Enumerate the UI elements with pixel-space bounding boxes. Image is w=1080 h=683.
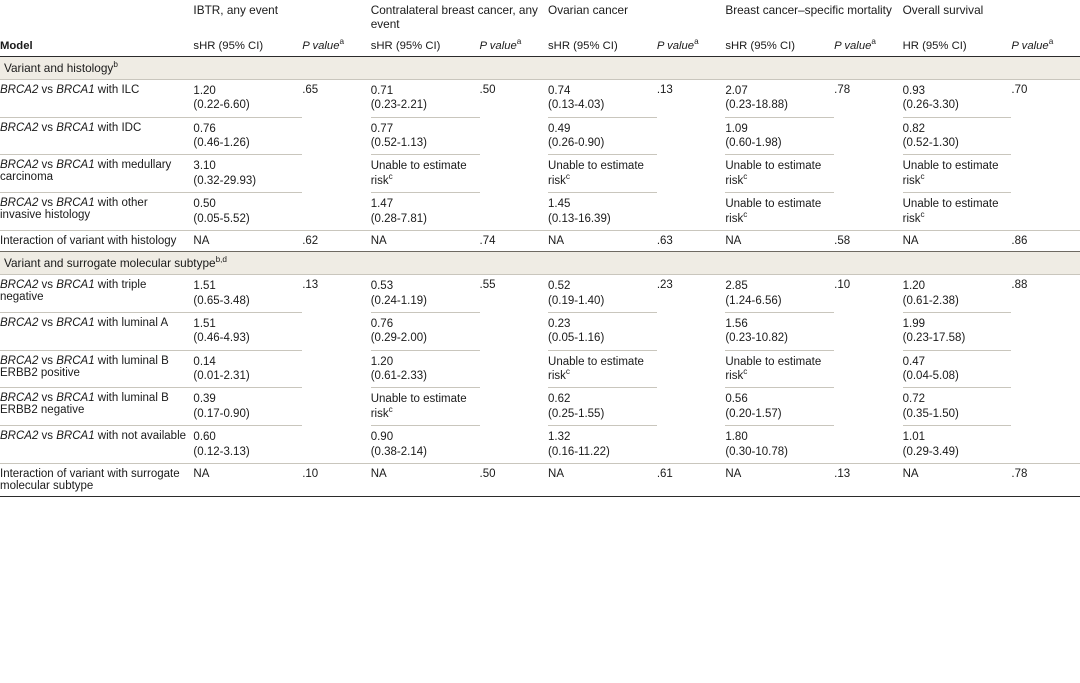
ci-value: (0.65-3.48) [193, 294, 250, 307]
cell-estimate [371, 193, 480, 231]
estimate-value: 0.14 [193, 355, 216, 368]
ci-value: (0.60-1.98) [725, 137, 782, 150]
estimate-value: Unable to estimate risk [902, 198, 999, 225]
cell-pvalue-group-os: .70 [1011, 79, 1080, 230]
cell-estimate [193, 312, 302, 350]
footnote-marker: b,d [215, 255, 227, 265]
cell-estimate [903, 312, 1012, 350]
cell-pvalue-group-ibtr: .13 [302, 275, 371, 464]
estimate-value: 0.71 [370, 84, 394, 97]
cell-estimate [193, 350, 302, 388]
cell-value-na: NA [548, 463, 657, 496]
section-header-variant-subtype [0, 251, 1080, 274]
estimate-value: 1.99 [902, 317, 926, 330]
cell-estimate [193, 155, 302, 193]
cell-value-na: NA [371, 463, 480, 496]
column-header-cbc-shr: sHR (95% CI) [371, 36, 480, 57]
cell-value-na: NA [725, 463, 834, 496]
ci-value: (0.23-18.88) [725, 99, 788, 112]
ci-value: (0.23-10.82) [725, 332, 788, 345]
gene-brca2: BRCA2 [0, 121, 39, 134]
gene-brca1: BRCA1 [56, 279, 95, 292]
footnote-marker: b [113, 59, 118, 69]
cell-value-na: NA [903, 230, 1012, 251]
footnote-marker: a [694, 37, 699, 47]
estimate-value: 0.82 [902, 122, 926, 135]
cell-value-na: NA [193, 463, 302, 496]
table-row [0, 275, 1080, 313]
footnote-marker: a [516, 37, 522, 47]
cell-estimate [903, 275, 1012, 313]
gene-brca2: BRCA2 [0, 354, 39, 367]
cell-estimate [548, 155, 657, 193]
p-italic: P value [834, 39, 872, 52]
column-header-ibtr-shr: sHR (95% CI) [193, 36, 302, 57]
cell-estimate [371, 350, 480, 388]
ci-value: (0.22-6.60) [193, 99, 250, 112]
cell-value-na: NA [548, 230, 657, 251]
row-label [0, 350, 193, 388]
group-header-ovarian: Ovarian cancer [548, 3, 629, 17]
estimate-value: 1.51 [193, 317, 216, 330]
gene-brca2: BRCA2 [0, 83, 39, 96]
estimate-value: 0.50 [193, 198, 216, 211]
ci-value: (0.46-1.26) [193, 137, 250, 150]
row-label-interaction: Interaction of variant with surrogate molecular subtype [0, 463, 193, 496]
cell-estimate [193, 275, 302, 313]
row-label-suffix: with ILC [94, 83, 140, 96]
cell-estimate [725, 79, 834, 117]
ci-value: (0.32-29.93) [193, 174, 257, 187]
cell-pvalue-group-mortality: .10 [834, 275, 903, 464]
estimate-value: Unable to estimate risk [902, 160, 999, 187]
estimate-value: 0.93 [902, 84, 926, 97]
estimate-value: 1.56 [725, 317, 748, 330]
cell-estimate [725, 275, 834, 313]
cell-estimate [193, 79, 302, 117]
row-label [0, 193, 193, 231]
estimate-value: 0.23 [548, 317, 571, 330]
ci-value: (0.29-3.49) [902, 445, 959, 458]
column-header-model: Model [0, 36, 193, 57]
gene-brca2: BRCA2 [0, 316, 39, 329]
gene-brca1: BRCA1 [56, 392, 95, 405]
vs-text: vs [38, 354, 57, 367]
group-header-ibtr: IBTR, any event [193, 3, 279, 17]
group-header-bc-mortality: Breast cancer–specific mortality [725, 3, 892, 17]
vs-text: vs [38, 83, 57, 96]
ci-value: (0.05-1.16) [548, 332, 605, 345]
vs-text: vs [38, 121, 57, 134]
column-header-ovarian-p [657, 36, 726, 57]
cell-estimate [903, 117, 1012, 155]
ci-value: (0.28-7.81) [370, 212, 427, 225]
estimate-value: Unable to estimate risk [725, 198, 822, 225]
estimate-value: Unable to estimate risk [548, 355, 644, 382]
ci-value: (0.16-11.22) [548, 445, 610, 458]
row-label [0, 275, 193, 313]
column-header-mortality-shr: sHR (95% CI) [725, 36, 834, 57]
estimate-value: 0.47 [902, 355, 926, 368]
row-label-suffix: with not available [94, 430, 187, 443]
gene-brca1: BRCA1 [56, 430, 95, 443]
cell-estimate [548, 193, 657, 231]
ci-value: (0.13-4.03) [548, 99, 605, 112]
cell-pvalue-group-os: .88 [1011, 275, 1080, 464]
ci-value: (0.05-5.52) [193, 212, 250, 225]
section-title-text: Variant and histology [4, 60, 114, 75]
estimate-value: 2.85 [725, 280, 748, 293]
column-header-ibtr-p [302, 36, 371, 57]
footnote-marker: a [1048, 37, 1054, 47]
ci-value: (0.17-0.90) [193, 407, 250, 420]
estimate-value: 0.52 [548, 280, 571, 293]
cell-pvalue: .13 [834, 463, 903, 496]
p-italic: P value [479, 39, 517, 52]
row-label-suffix: with luminal B ERBB2 positive [0, 354, 169, 379]
section-title [0, 251, 1080, 274]
section-header-variant-histology [0, 56, 1080, 79]
section-title-text: Variant and surrogate molecular subtype [4, 255, 216, 270]
ci-value: (1.24-6.56) [725, 294, 782, 307]
estimate-value: 3.10 [193, 160, 216, 173]
cell-estimate [903, 350, 1012, 388]
gene-brca2: BRCA2 [0, 392, 39, 405]
gene-brca1: BRCA1 [56, 83, 95, 96]
estimate-value: Unable to estimate risk [725, 355, 822, 382]
cell-estimate [371, 388, 480, 426]
row-label [0, 388, 193, 426]
estimate-value: 1.09 [725, 122, 748, 135]
cell-pvalue-group-ibtr: .65 [302, 79, 371, 230]
cell-estimate [371, 79, 480, 117]
footnote-marker: c [743, 209, 748, 219]
cell-estimate [548, 79, 657, 117]
cell-estimate [548, 350, 657, 388]
column-header-mortality-p [834, 36, 903, 57]
ci-value: (0.61-2.33) [370, 370, 427, 382]
footnote-marker: c [920, 172, 925, 182]
gene-brca1: BRCA1 [56, 159, 95, 172]
estimate-value: 0.76 [193, 122, 216, 135]
group-header-contralateral: Contralateral breast cancer, any event [370, 3, 538, 31]
estimate-value: 1.51 [193, 280, 216, 293]
subheader-row [0, 36, 1080, 57]
gene-brca2: BRCA2 [0, 159, 39, 172]
cell-estimate [548, 275, 657, 313]
cell-pvalue-group-cbc: .50 [480, 79, 549, 230]
cell-estimate [903, 388, 1012, 426]
table-row [0, 79, 1080, 117]
ci-value: (0.52-1.30) [902, 137, 959, 150]
row-label-interaction: Interaction of variant with histology [0, 230, 193, 251]
cell-estimate [548, 312, 657, 350]
cell-estimate [548, 388, 657, 426]
estimate-value: 1.20 [370, 355, 394, 368]
estimate-value: 1.45 [548, 198, 571, 211]
row-label [0, 155, 193, 193]
ci-value: (0.52-1.13) [370, 137, 427, 150]
cell-estimate [725, 388, 834, 426]
gene-brca1: BRCA1 [56, 197, 95, 210]
cell-estimate [193, 426, 302, 464]
estimate-value: 0.56 [725, 393, 748, 406]
cell-estimate [193, 388, 302, 426]
estimate-value: 1.32 [548, 431, 571, 444]
column-header-os-p [1011, 36, 1080, 57]
estimate-value: 1.01 [902, 431, 926, 444]
estimate-value: 0.77 [370, 122, 394, 135]
estimate-value: 0.72 [902, 393, 926, 406]
gene-brca2: BRCA2 [0, 197, 39, 210]
footnote-marker: c [743, 172, 748, 182]
estimate-value: Unable to estimate risk [548, 160, 644, 187]
cell-pvalue: .50 [480, 463, 549, 496]
cell-estimate [193, 193, 302, 231]
footnote-marker: c [565, 172, 571, 182]
cell-value-na: NA [903, 463, 1012, 496]
cell-pvalue: .63 [657, 230, 726, 251]
cell-pvalue-group-ovarian: .23 [657, 275, 726, 464]
ci-value: (0.25-1.55) [548, 407, 605, 420]
cell-pvalue: .58 [834, 230, 903, 251]
ci-value: (0.20-1.57) [725, 407, 782, 420]
table-row-interaction [0, 463, 1080, 496]
ci-value: (0.23-2.21) [370, 99, 427, 112]
ci-value: (0.13-16.39) [548, 212, 611, 225]
estimate-value: 1.47 [370, 198, 394, 211]
cell-estimate [371, 312, 480, 350]
cell-estimate [725, 117, 834, 155]
p-italic: P value [302, 39, 340, 52]
column-header-cbc-p [480, 36, 549, 57]
gene-brca2: BRCA2 [0, 279, 39, 292]
group-header-row [0, 0, 1080, 36]
row-label-suffix: with other invasive histology [0, 197, 148, 222]
estimate-value: Unable to estimate risk [725, 160, 822, 187]
cell-estimate [548, 426, 657, 464]
group-header-overall-survival: Overall survival [902, 3, 984, 17]
estimate-value: Unable to estimate risk [370, 160, 467, 187]
ci-value: (0.23-17.58) [902, 332, 966, 345]
cell-estimate [193, 117, 302, 155]
row-label-suffix: with luminal B ERBB2 negative [0, 392, 169, 417]
cell-estimate [371, 275, 480, 313]
ci-value: (0.26-3.30) [902, 99, 959, 112]
estimate-value: 1.80 [725, 431, 748, 444]
cell-pvalue: .62 [302, 230, 371, 251]
cell-estimate [903, 155, 1012, 193]
footnote-marker: c [743, 367, 748, 377]
estimate-value: 0.74 [548, 84, 571, 97]
cell-value-na: NA [193, 230, 302, 251]
cell-pvalue: .74 [480, 230, 549, 251]
cell-estimate [371, 117, 480, 155]
cell-estimate [371, 155, 480, 193]
vs-text: vs [38, 316, 57, 329]
cell-value-na: NA [725, 230, 834, 251]
cell-estimate [903, 426, 1012, 464]
row-label-suffix: with luminal A [94, 316, 169, 329]
ci-value: (0.24-1.19) [370, 294, 427, 307]
estimate-value: 0.62 [548, 393, 571, 406]
p-italic: P value [656, 39, 695, 52]
cell-pvalue-group-cbc: .55 [480, 275, 549, 464]
cell-pvalue: .61 [657, 463, 726, 496]
estimate-value: 0.39 [193, 393, 216, 406]
cell-pvalue: .10 [302, 463, 371, 496]
cell-estimate [725, 350, 834, 388]
ci-value: (0.35-1.50) [902, 407, 959, 420]
row-label-suffix: with IDC [94, 121, 142, 134]
row-label [0, 117, 193, 155]
estimate-value: 0.76 [370, 317, 394, 330]
cell-pvalue-group-ovarian: .13 [657, 79, 726, 230]
cell-pvalue-group-mortality: .78 [834, 79, 903, 230]
column-header-os-hr: HR (95% CI) [903, 36, 1012, 57]
vs-text: vs [38, 430, 57, 443]
ci-value: (0.30-10.78) [725, 445, 788, 458]
gene-brca2: BRCA2 [0, 430, 39, 443]
ci-value: (0.46-4.93) [193, 332, 250, 345]
table-row-interaction [0, 230, 1080, 251]
cell-estimate [371, 426, 480, 464]
footnote-marker: a [871, 37, 876, 47]
estimate-value: 2.07 [725, 84, 748, 97]
row-label-suffix: with triple negative [0, 279, 147, 304]
row-label [0, 426, 193, 464]
gene-brca1: BRCA1 [56, 316, 95, 329]
vs-text: vs [38, 197, 57, 210]
ci-value: (0.61-2.38) [902, 294, 959, 307]
cell-value-na: NA [371, 230, 480, 251]
ci-value: (0.26-0.90) [548, 137, 605, 150]
estimate-value: 1.20 [902, 280, 926, 293]
footnote-marker: c [565, 367, 571, 377]
estimate-value: 0.60 [193, 431, 216, 444]
row-label-suffix: with medullary carcinoma [0, 159, 172, 184]
cell-estimate [903, 193, 1012, 231]
ci-value: (0.04-5.08) [902, 370, 959, 382]
ci-value: (0.19-1.40) [548, 294, 605, 307]
cell-estimate [548, 117, 657, 155]
vs-text: vs [38, 392, 57, 405]
ci-value: (0.38-2.14) [370, 445, 427, 458]
estimate-value: Unable to estimate risk [370, 393, 467, 420]
section-title [0, 56, 1080, 79]
cell-estimate [725, 312, 834, 350]
gene-brca1: BRCA1 [56, 121, 95, 134]
cell-estimate [725, 155, 834, 193]
cell-estimate [725, 193, 834, 231]
p-italic: P value [1011, 39, 1049, 52]
footnote-marker: c [388, 404, 393, 414]
vs-text: vs [38, 159, 57, 172]
cell-estimate [725, 426, 834, 464]
estimate-value: 0.49 [548, 122, 571, 135]
column-header-ovarian-shr: sHR (95% CI) [548, 36, 657, 57]
row-label [0, 312, 193, 350]
estimate-value: 1.20 [193, 84, 216, 97]
row-label [0, 79, 193, 117]
ci-value: (0.29-2.00) [370, 332, 427, 345]
ci-value: (0.01-2.31) [193, 370, 250, 382]
estimate-value: 0.53 [370, 280, 394, 293]
cell-estimate [903, 79, 1012, 117]
cell-pvalue: .78 [1011, 463, 1080, 496]
footnote-marker: c [388, 172, 393, 182]
vs-text: vs [38, 279, 57, 292]
footnote-marker: c [920, 209, 925, 219]
footnote-marker: a [339, 37, 345, 47]
cell-pvalue: .86 [1011, 230, 1080, 251]
ci-value: (0.12-3.13) [193, 445, 250, 458]
estimate-value: 0.90 [370, 431, 394, 444]
gene-brca1: BRCA1 [56, 354, 95, 367]
header-spacer [0, 0, 193, 36]
